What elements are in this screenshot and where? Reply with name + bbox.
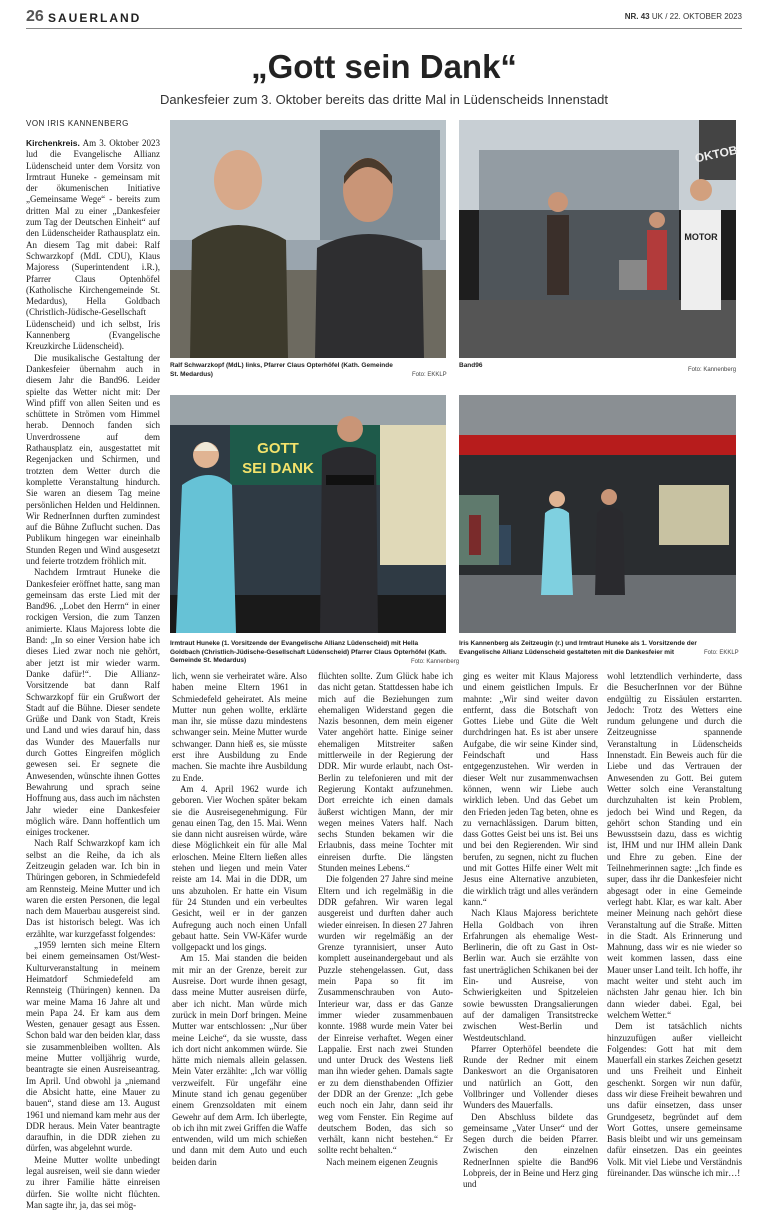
paragraph: Kirchenkreis. Am 3. Oktober 2023 lud die Evangelische Allianz Lüdenscheid unter dem Vorsitz von Irmtraut Huneke - gemeinsam mit der ökumenischen Initiative „Gemeinsame Wege“ - bereits zum dritten Mal zu einer „Dankesfeier zum Tag der Deutschen Einheit“ auf den Lüdenscheider Rathausplatz ein. An diesem Tag mit dabei: Ralf Schwarzkopf (MdL CDU), Klaus Majoress (Superintendent i.R.), Pfarrer Claus Optenhöfel (Katholische Kirchengemeinde St. Medardus), Hella Goldbach (Christlich-Jüdische-Gesellschaft Lüdenscheid) und ich selbst, Iris Kannenberg (Evangelische Kreuzkirche Lüdenscheid). bbox=[26, 138, 160, 352]
subheadline: Dankesfeier zum 3. Oktober bereits das dritte Mal in Lüdenscheids Innenstadt bbox=[159, 92, 609, 107]
issue-date: UK / 22. OKTOBER 2023 bbox=[651, 12, 742, 21]
paragraph: Pfarrer Opterhöfel beendete die Runde der Redner mit einem Dankeswort an die Organisatoren und natürlich an Gott, den Vollbringer und Vollender dieses Wunders des Mauerfalls. bbox=[463, 1043, 598, 1111]
article-column-5 bbox=[607, 671, 742, 1179]
banner-gott: GOTT bbox=[257, 440, 299, 457]
article-column-4 bbox=[463, 671, 598, 1190]
paragraph: lich, wenn sie verheiratet wäre. Also haben meine Eltern 1961 in Schmiedefeld geheiratet. Als meine Mutter nun gehen wollte, erklärte man ihr, sie müsse dazu mindestens schwanger sein. Meine Mutter wurde schwanger. Dann hieß es, sie müsste erst ihre Ausbildung zu Ende machen. Sie machte ihre Ausbildung zu Ende. bbox=[172, 671, 307, 783]
paragraph: Nach Klaus Majoress berichtete Hella Goldbach von ihren Erfahrungen als ehemalige West-Berlinerin, die oft zu Gast in Ost-Berlin war. Auch sie erzählte von fast unerträglichen Schikanen bei der Ein- und Ausreise, von Schwierigkeiten und Spitzeleien sowie bewussten Drangsalierungen auf der damaligen Transitstrecke zwischen West-Berlin und Westdeutschland. bbox=[463, 908, 598, 1043]
byline: VON IRIS KANNENBERG bbox=[26, 119, 129, 128]
photo-caption-2: Band96 bbox=[459, 362, 483, 369]
paragraph: Den Abschluss bildete das gemeinsame „Vater Unser“ und der Segen durch die beiden Pfarrer. Zwischen den einzelnen RednerInnen spielte die Band96 Lobpreis, der in Beine und Herz ging und bbox=[463, 1111, 598, 1190]
header-rule bbox=[26, 28, 742, 29]
paragraph: Nach Ralf Schwarzkopf kam ich selbst an die Reihe, da ich als Zeitzeugin geladen war. Ich bin in Thüringen geboren, in Schmiedefeld am Rennsteig. Meine Mutter und ich waren die ersten Personen, die legal nach dem Mauerbau ausgereist sind. Das ist historisch belegt. Was ich erzählte, war kurzgefasst folgendes: bbox=[26, 838, 160, 939]
headline: „Gott sein Dank“ bbox=[251, 48, 517, 85]
paragraph: Nach meinem eigenen Zeugnis bbox=[326, 1156, 438, 1167]
photo-credit-2: Foto: Kannenberg bbox=[688, 367, 737, 373]
photo-credit-3: Foto: Kannenberg bbox=[411, 659, 460, 665]
paragraph: Dem ist tatsächlich nichts hinzuzufügen außer vielleicht Folgendes: Gott hat mit dem Mauerfall ein starkes Zeichen gesetzt und uns Freiheit und Einheit geschenkt. Sorgen wir nun dafür, dass wir diese Freiheit bewahren und uns dafür einsetzen, dass unser Grundgesetz, begründet auf dem Wort Gottes, unsere gemeinsame Basis bleibt und wir uns gemeinsam dafür einsetzen. Das ein geeintes Volk. Mit viel Liebe und Verständnis füreinander. Das wünsche ich mir…! bbox=[607, 1021, 742, 1179]
photo-band96 bbox=[459, 120, 739, 358]
photo-credit-1: Foto: EKKLP bbox=[412, 372, 447, 378]
photo-stage-wide bbox=[459, 395, 736, 633]
paragraph: flüchten sollte. Zum Glück habe ich das nicht getan. Stattdessen habe ich mich auf die Beziehungen zum ehemaligen Widerstand gegen die Nazis besonnen, dem mein eigener Vater angehört hatte. Einige seiner ehemaligen Mitstreiter saßen mittlerweile in der Regierung der DDR. Mir wurde erlaubt, nach Ost-Berlin zu telefonieren und mit der Regierung Kontakt aufzunehmen. Dort erreichte ich einen damals äußerst wichtigen Mann, der mir wegen meines Vaters half. Nach sechs Stunden bekamen wir die Erlaubnis, dass meine Tochter mit einreisen durfte. Die längsten Stunden meines Lebens.“ bbox=[318, 671, 453, 874]
paragraph: Am 15. Mai standen die beiden mit mir an der Grenze, bereit zur Ausreise. Dort wurde ihnen gesagt, dass meine Mutter ausreisen dürfe, aber ich nicht. Man würde mich zurück in mein Dorf bringen. Meine Mutter war entschlossen: „Nur über meine Leiche“, da sie wusste, dass ich dort nicht ankommen würde. Sie hätte mich niemals allein gelassen. Mein Vater erzählte: „Ich war völlig verzweifelt. Für ungefähr eine Minute stand ich genau gegenüber einem Grenzsoldaten mit einem Gewehr auf dem Arm. Ich überlegte, ob ich ihn mit zwei Griffen die Waffe entwenden, wild um mich schießen und dann mit dem Auto und euch beiden darin bbox=[172, 953, 307, 1167]
article-column-1 bbox=[26, 138, 160, 1210]
issue-info bbox=[625, 12, 742, 21]
article-column-2 bbox=[172, 671, 307, 1167]
article-column-3 bbox=[318, 671, 453, 1167]
paragraph: Am 4. April 1962 wurde ich geboren. Vier Wochen später bekam sie die Ausreisegenehmigung. Für genau einen Tag, den 15. Mai. Wenn sie dann nicht ausreisen würde, wäre diese Möglichkeit ein für alle Mal erloschen. Meine Eltern ließen alles stehen und liegen und mein Vater reiste am 14. Mai in die DDR, um uns abzuholen. Er hatte ein Visum für 24 Stunden und ein verbeultes Gesicht, weil er in der ganzen Aufregung auch noch einen Unfall gebaut hatte. Sein VW-Käfer wurde vollgepackt und los gings. bbox=[172, 783, 307, 953]
paragraph: wohl letztendlich verhinderte, dass die BesucherInnen vor der Bühne endgültig zu Eissäulen erstarrten. Jedoch: Trotz des Wetters eine rundum gelungene und durch die Zeitzeugnisse spannende Veranstaltung in Lüdenscheids Innenstadt. Ein Beweis auch für die Liebe und das Vertrauen der Anwesenden zu Gott. Bei gutem Wetter solch eine Veranstaltung durchzuhalten ist kein Problem, jedoch bei Wind und Regen, da gehört schon Standing und ein Bewusstsein dazu, dass es wichtig ist, IHM und nur IHM allein Dank und Ehre zu geben. Eine der Teilnehmerinnen sagte: „Ich finde es super, dass ihr die Dankesfeier nicht abgesagt oder in eine Gemeinde verlegt habt. Klar, es war kalt. Aber meiner Meinung nach gehört diese Veranstaltung auf die Straße. Mitten in die Stadt. Als Erinnerung und Mahnung, dass wir es nie wieder so weit kommen lassen, dass eine Mauer unser Land teilt. Ich hoffe, ihr macht weiter und steht auch im nächsten Jahr genau hier. Ich bin dann wieder dabei. Egal, bei welchem Wetter.“ bbox=[607, 671, 742, 1020]
photo-speakers-stage bbox=[170, 395, 446, 633]
section-title: SAUERLAND bbox=[48, 11, 142, 25]
photo-schwarzkopf-opterhoefel bbox=[170, 120, 446, 358]
paragraph: Die folgenden 27 Jahre sind meine Eltern und ich regelmäßig in die DDR gefahren. Wir waren legal ausgereist und durften daher auch wieder einreisen. In diesen 27 Jahren wurden wir regelmäßig an der Grenze tyrannisiert, unser Auto komplett auseinandergebaut und als Puzzle stehengelassen. Gut, dass mein Papa so fit im Zusammenschrauben von Auto-Interieur war, dass er das Ganze immer wieder zusammenbauen konnte. 1988 wurde mein Vater bei der Einreise verhaftet. Wegen einer Lappalie. Erst nach zwei Stunden und unter Druck des Westens ließ man ihn wieder gehen. Damals sagte er zu dem diensthabenden Offizier der DDR an der Grenze: „Ich gebe euch noch ein Jahr, dann seid ihr weg vom Fenster. Ein Regime auf deutschem Boden, das sich so verhält, kann nicht bestehen.“ Er sollte recht behalten.“ bbox=[318, 874, 453, 1156]
location-tag: Kirchenkreis. bbox=[26, 138, 80, 148]
shirt-motor: MOTOR bbox=[684, 232, 718, 242]
issue-number: NR. 43 bbox=[624, 12, 650, 21]
photo-caption-1: Ralf Schwarzkopf (MdL) links, Pfarrer Claus Opterhöfel (Kath. Gemeinde St. Medardus) bbox=[170, 362, 393, 378]
banner-oktober: OKTOB bbox=[693, 142, 739, 166]
paragraph: Nachdem Irmtraut Huneke die Dankesfeier eröffnet hatte, sang man gemeinsam das erste Lied mit der Band96. „Lobet den Herrn“ in einer rockigen Version, die zum Tanzen animierte. Klaus Majoress lobte die Band: „In so einer Version habe ich dieses Lied zwar noch nie gehört, aber jetzt ist mir wieder warm. Danke dafür!“. Die Allianz-Vorsitzende bat dann Ralf Schwarzkopf für ein Grußwort der Stadt auf die Bühne. Dieser sendete Grüße und Dank von Stadt, Kreis und Land und wies darauf hin, dass das Wunder des Mauerfalls nur durch Gottes Eingreifen möglich gewesen sei. Er segnete die Anwesenden, wünschte ihnen Gottes Bewahrung und sprach seine Hoffnung aus, dass auch im nächsten Jahr wieder eine Dankesfeier möglich wäre. Dann hoffentlich um einiges trockener. bbox=[26, 567, 160, 838]
paragraph: Meine Mutter wollte unbedingt legal ausreisen, weil sie dann wieder zu ihrer Familie hätte einreisen dürfen. Sie wollte nicht flüchten. Man sagte ihr, ja, das sei mög- bbox=[26, 1154, 160, 1210]
photo-caption-3: Irmtraut Huneke (1. Vorsitzende der Evangelische Allianz Lüdenscheid) mit Hella Goldbach (Christlich-Jüdische-Gesellschaft Lüdenscheid) Pfarrer Claus Opterhöfel (Kath. Gemeinde St. Medardus) bbox=[170, 640, 447, 664]
page-header bbox=[26, 8, 742, 30]
page-number: 26 bbox=[26, 8, 44, 25]
photo-credit-4: Foto: EKKLP bbox=[704, 650, 739, 656]
paragraph: „1959 lernten sich meine Eltern bei einem gemeinsamen Ost/West-Kulturveranstaltung in meinem Heimatdorf Schmiedefeld am Rennsteig (Thüringen) kennen. Da war meine Mama 16 Jahre alt und mein Papa 24. Er kam aus dem Westen, genauer gesagt aus Essen. Schon bald war den beiden klar, dass sie zusammenbleiben wollten. Als meine Mutter volljährig wurde, beantragte sie einen Ausreiseantrag. Im April. Und obwohl ja „niemand die Absicht hatte, eine Mauer zu bauen“, stand diese am 13. August 1961 und niemand kam mehr aus der DDR heraus. Mein Vater beantragte daraufhin, in die DDR ziehen zu dürfen, was abgelehnt wurde. bbox=[26, 940, 160, 1154]
photo-caption-4: Iris Kannenberg als Zeitzeugin (r.) und Irmtraut Huneke als 1. Vorsitzende der Evangelische Allianz Lüdenscheid gestalteten mit die Dankesfeier mit bbox=[459, 640, 697, 656]
paragraph: Die musikalische Gestaltung der Dankesfeier übernahm auch in diesem Jahr die Band96. Leider spielte das Wetter nicht mit: Der Wind pfiff von allen Seiten und es schüttete in Strömen vom Himmel herab. Dennoch fanden sich Unverdrossene auf dem Rathausplatz ein, ausgestattet mit Regenjacken und Schirmen, und trotzten dem Wetter durch die komplette Veranstaltung hindurch. Sie waren an diesem Tag meine persönlichen Helden und Heldinnen. Wir RednerInnen durften zumindest auf die Bühne Zuflucht suchen. Das Publikum hingegen war eineinhalb Stunden Regen und Wind ausgesetzt und feierte trotzdem fröhlich mit. bbox=[26, 352, 160, 566]
banner-sei-dank: SEI DANK bbox=[242, 460, 314, 477]
paragraph: ging es weiter mit Klaus Majoress und einem geistlichen Impuls. Er mahnte: „Wir sind weiter davon entfernt, dass die Botschaft von Gottes Liebe und Güte die Welt durchdringen hat. Es ist aber unsere Aufgabe, die wir seine Kinder sind, Feindschaft und Hass entgegenzustehen. Wir werden in dieser Welt nur zusammenwachsen können, wenn wir Liebe auch wirklich leben. Und das Gebet um den Frieden jeden Tag beten, ohne es zu vernachlässigen. Darum bitten, dass Gottes Geist bei uns ist. Bei uns und bei den Regierenden. Wir sind berufen, zu segnen, nicht zu fluchen und mit Gottes Hilfe einer Welt mit Jesus eine Alternative anzubieten, die wirklich trägt und alles verändern kann.“ bbox=[463, 671, 598, 907]
